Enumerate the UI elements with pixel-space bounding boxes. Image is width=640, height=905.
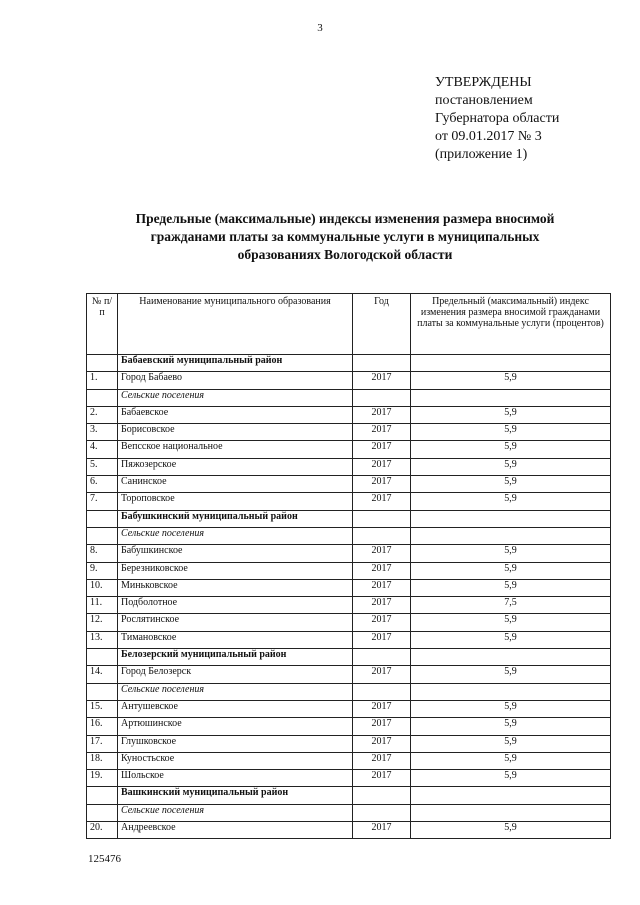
header-year: Год <box>353 294 411 355</box>
table-row <box>87 476 611 493</box>
cell-number: 3. <box>87 424 118 441</box>
subheading-row <box>87 804 611 821</box>
cell-name: Сельские поселения <box>118 389 353 406</box>
table-row <box>87 372 611 389</box>
cell-value <box>411 389 611 406</box>
cell-number <box>87 787 118 804</box>
cell-year: 2017 <box>353 579 411 596</box>
cell-value: 5,9 <box>411 476 611 493</box>
approval-line: Губернатора области <box>435 111 560 126</box>
subheading-row <box>87 683 611 700</box>
table-row <box>87 752 611 769</box>
cell-name: Пяжозерское <box>118 458 353 475</box>
cell-number <box>87 510 118 527</box>
table-body <box>87 355 611 839</box>
table-row <box>87 458 611 475</box>
cell-year: 2017 <box>353 752 411 769</box>
cell-name: Город Белозерск <box>118 666 353 683</box>
cell-value <box>411 804 611 821</box>
cell-number: 7. <box>87 493 118 510</box>
cell-value: 5,9 <box>411 822 611 839</box>
cell-value <box>411 649 611 666</box>
header-num: № п/п <box>87 294 118 355</box>
cell-value: 5,9 <box>411 579 611 596</box>
cell-value <box>411 527 611 544</box>
table-row <box>87 700 611 717</box>
cell-name: Рослятинское <box>118 614 353 631</box>
cell-value: 5,9 <box>411 752 611 769</box>
cell-value: 5,9 <box>411 700 611 717</box>
cell-name: Шольское <box>118 770 353 787</box>
cell-value <box>411 683 611 700</box>
cell-name: Сельские поселения <box>118 683 353 700</box>
cell-name: Вепсское национальное <box>118 441 353 458</box>
cell-number: 20. <box>87 822 118 839</box>
cell-number <box>87 683 118 700</box>
cell-name: Санинское <box>118 476 353 493</box>
cell-name: Бабушкинский муниципальный район <box>118 510 353 527</box>
cell-number: 17. <box>87 735 118 752</box>
table-row <box>87 441 611 458</box>
cell-number: 9. <box>87 562 118 579</box>
district-row <box>87 649 611 666</box>
cell-year: 2017 <box>353 735 411 752</box>
cell-name: Артюшинское <box>118 718 353 735</box>
cell-number: 16. <box>87 718 118 735</box>
cell-year: 2017 <box>353 666 411 683</box>
title-line: Предельные (максимальные) индексы изменения размера вносимой <box>135 211 555 226</box>
cell-value: 5,9 <box>411 493 611 510</box>
cell-year <box>353 355 411 372</box>
table-header-row <box>87 294 611 355</box>
cell-year: 2017 <box>353 718 411 735</box>
cell-value: 5,9 <box>411 562 611 579</box>
approval-line: от 09.01.2017 № 3 <box>435 129 542 144</box>
cell-value: 5,9 <box>411 666 611 683</box>
cell-value: 7,5 <box>411 597 611 614</box>
approval-line: (приложение 1) <box>435 147 528 162</box>
subheading-row <box>87 527 611 544</box>
approval-line: УТВЕРЖДЕНЫ <box>435 75 532 90</box>
district-row <box>87 355 611 372</box>
cell-number: 18. <box>87 752 118 769</box>
cell-value: 5,9 <box>411 735 611 752</box>
approval-stamp <box>435 74 559 164</box>
cell-number <box>87 355 118 372</box>
footer-code: 125476 <box>88 853 121 865</box>
cell-value <box>411 787 611 804</box>
cell-number <box>87 804 118 821</box>
cell-name: Город Бабаево <box>118 372 353 389</box>
approval-line: постановлением <box>435 93 533 108</box>
page-number: 3 <box>317 22 323 34</box>
table-row <box>87 579 611 596</box>
cell-name: Борисовское <box>118 424 353 441</box>
document-title <box>80 210 610 264</box>
cell-year: 2017 <box>353 441 411 458</box>
cell-year: 2017 <box>353 700 411 717</box>
subheading-row <box>87 389 611 406</box>
cell-year: 2017 <box>353 545 411 562</box>
cell-year: 2017 <box>353 562 411 579</box>
cell-name: Бабушкинское <box>118 545 353 562</box>
cell-year <box>353 510 411 527</box>
table-row <box>87 545 611 562</box>
cell-name: Сельские поселения <box>118 527 353 544</box>
cell-value: 5,9 <box>411 614 611 631</box>
cell-value: 5,9 <box>411 631 611 648</box>
table-row <box>87 562 611 579</box>
cell-value: 5,9 <box>411 458 611 475</box>
cell-number: 10. <box>87 579 118 596</box>
cell-value <box>411 510 611 527</box>
cell-name: Белозерский муниципальный район <box>118 649 353 666</box>
header-index: Предельный (максимальный) индекс изменения размера вносимой гражданами платы за коммунальные услуги (процентов) <box>411 294 611 355</box>
cell-year: 2017 <box>353 458 411 475</box>
cell-number: 5. <box>87 458 118 475</box>
table-row <box>87 424 611 441</box>
cell-value <box>411 355 611 372</box>
cell-value: 5,9 <box>411 545 611 562</box>
cell-number: 15. <box>87 700 118 717</box>
cell-year: 2017 <box>353 631 411 648</box>
table-row <box>87 770 611 787</box>
cell-name: Миньковское <box>118 579 353 596</box>
cell-number: 11. <box>87 597 118 614</box>
cell-number: 6. <box>87 476 118 493</box>
cell-number: 13. <box>87 631 118 648</box>
cell-value: 5,9 <box>411 770 611 787</box>
cell-value: 5,9 <box>411 441 611 458</box>
cell-year: 2017 <box>353 372 411 389</box>
cell-year: 2017 <box>353 493 411 510</box>
cell-name: Глушковское <box>118 735 353 752</box>
cell-number: 12. <box>87 614 118 631</box>
cell-year: 2017 <box>353 597 411 614</box>
cell-value: 5,9 <box>411 372 611 389</box>
cell-value: 5,9 <box>411 424 611 441</box>
cell-number: 8. <box>87 545 118 562</box>
table-row <box>87 666 611 683</box>
cell-number: 1. <box>87 372 118 389</box>
table-row <box>87 718 611 735</box>
cell-name: Вашкинский муниципальный район <box>118 787 353 804</box>
table-row <box>87 493 611 510</box>
cell-number: 19. <box>87 770 118 787</box>
cell-number <box>87 649 118 666</box>
cell-number: 14. <box>87 666 118 683</box>
cell-name: Куностьское <box>118 752 353 769</box>
cell-number <box>87 389 118 406</box>
cell-name: Сельские поселения <box>118 804 353 821</box>
table-row <box>87 614 611 631</box>
cell-year: 2017 <box>353 476 411 493</box>
cell-year: 2017 <box>353 424 411 441</box>
cell-name: Антушевское <box>118 700 353 717</box>
title-line: образованиях Вологодской области <box>237 247 453 262</box>
cell-name: Андреевское <box>118 822 353 839</box>
title-line: гражданами платы за коммунальные услуги в муниципальных <box>150 229 540 244</box>
table-row <box>87 406 611 423</box>
cell-name: Бабаевское <box>118 406 353 423</box>
cell-year: 2017 <box>353 822 411 839</box>
cell-year <box>353 787 411 804</box>
cell-name: Подболотное <box>118 597 353 614</box>
cell-year <box>353 389 411 406</box>
district-row <box>87 510 611 527</box>
cell-name: Тороповское <box>118 493 353 510</box>
cell-value: 5,9 <box>411 718 611 735</box>
cell-year <box>353 804 411 821</box>
header-name: Наименование муниципального образования <box>118 294 353 355</box>
cell-year: 2017 <box>353 614 411 631</box>
district-row <box>87 787 611 804</box>
index-table <box>86 293 611 839</box>
cell-name: Березниковское <box>118 562 353 579</box>
cell-number <box>87 527 118 544</box>
cell-year <box>353 649 411 666</box>
cell-name: Тимановское <box>118 631 353 648</box>
cell-year <box>353 527 411 544</box>
cell-year: 2017 <box>353 406 411 423</box>
table-row <box>87 597 611 614</box>
table-row <box>87 822 611 839</box>
cell-value: 5,9 <box>411 406 611 423</box>
table-row <box>87 735 611 752</box>
table-row <box>87 631 611 648</box>
cell-year <box>353 683 411 700</box>
cell-number: 2. <box>87 406 118 423</box>
cell-number: 4. <box>87 441 118 458</box>
cell-name: Бабаевский муниципальный район <box>118 355 353 372</box>
cell-year: 2017 <box>353 770 411 787</box>
